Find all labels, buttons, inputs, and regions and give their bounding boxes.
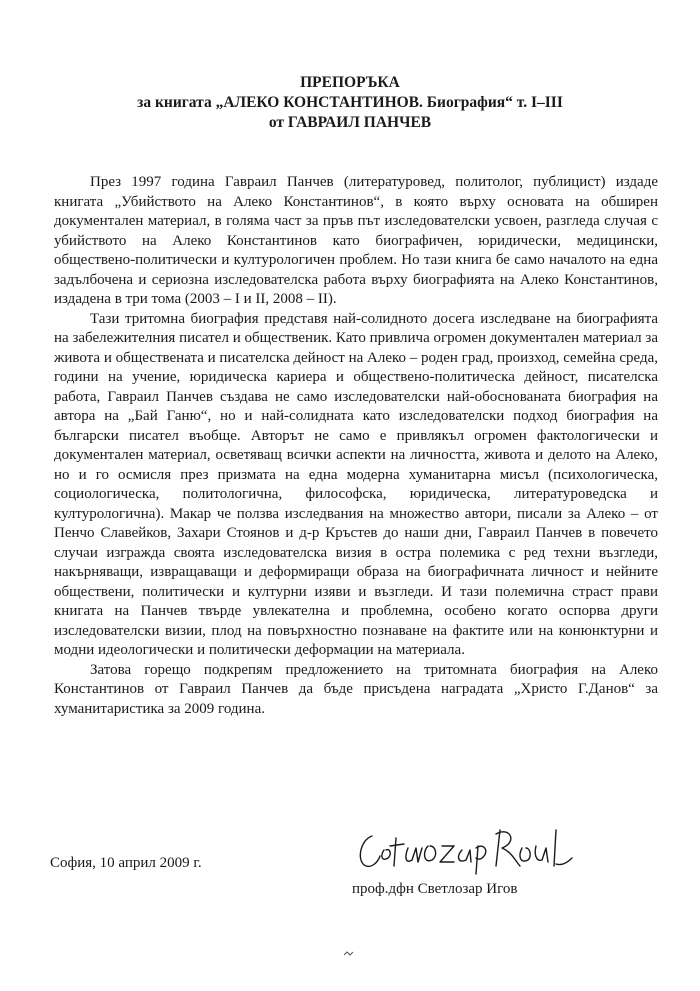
paragraph-1: През 1997 година Гавраил Панчев (литературовед, политолог, публицист) издаде книгата „Убийството на Алеко Константинов“, в която върху основата на обширен документален материал, в голяма част за пръв път изследователски усвоен, разгледа случая с убийството на Алеко Константинов като биографичен, юридически, медицински, обществено-политически и културологичен проблем. Но тази книга бе само началото на една задълбочена и сериозна изследователска работа върху биографията на Алеко Константинов, издадена в три тома (2003 – І и ІІ, 2008 – ІІ). [54, 174, 658, 307]
document-header [0, 73, 700, 133]
paragraph-2: Тази тритомна биография представя най-солидното досега изследване на биографията на забележителния писател и общественик. Като привлича огромен документален материал за живота и обществената и писателска дейност на Алеко – роден град, произход, семейна среда, години на учение, юридическа кариера и обществено-политическа дейност, писателска работа, Гавраил Панчев създава не само изследователски най-обоснованата биография на автора на „Бай Ганю“, но и най-солидната като изследователски подход биография на български писател въобще. Авторът не само е привлякъл огромен фактологически и документален материал, осветяващ всички аспекти на личността, живота и делото на Алеко, но и го осмисля през призмата на една модерна хуманитарна мисъл (психологическа, социологическа, политологична, философска, юридическа, литературоведска и културологична). Макар че ползва изследвания на множество автори, писали за Алеко – от Пенчо Славейков, Захари Стоянов и д-р Кръстев до наши дни, Гавраил Панчев в повечето случаи изгражда своята изследователска визия в остра полемика с ред техни възгледи, накърняващи, извращаващи и деформиращи образа на биографичната личност и нейните обществени, политически и културни изяви и възгледи. И тази полемична страст прави книгата на Панчев твърде увлекателна и проблемна, особено когато оспорва други изследователски визии, плод на повърхностно познаване на фактите или на конюнктурни и модни идеологически и политически деформации на материала. [54, 310, 658, 658]
signer-name: проф.дфн Светлозар Игов [352, 881, 518, 897]
recommendation-body [54, 173, 658, 719]
book-author-line: от ГАВРАИЛ ПАНЧЕВ [268, 114, 432, 131]
book-title-line: за книгата „АЛЕКО КОНСТАНТИНОВ. Биография“ т. І–ІІІ [137, 94, 563, 111]
date-place: София, 10 април 2009 г. [50, 855, 202, 871]
handwritten-signature [350, 822, 580, 882]
scan-speck-icon [343, 950, 355, 958]
document-title: ПРЕПОРЪКА [300, 74, 400, 91]
paragraph-3: Затова горещо подкрепям предложението на тритомната биография на Алеко Константинов от Гавраил Панчев да бъде присъдена наградата „Христо Г.Данов“ за хуманитаристика за 2009 година. [54, 661, 658, 717]
